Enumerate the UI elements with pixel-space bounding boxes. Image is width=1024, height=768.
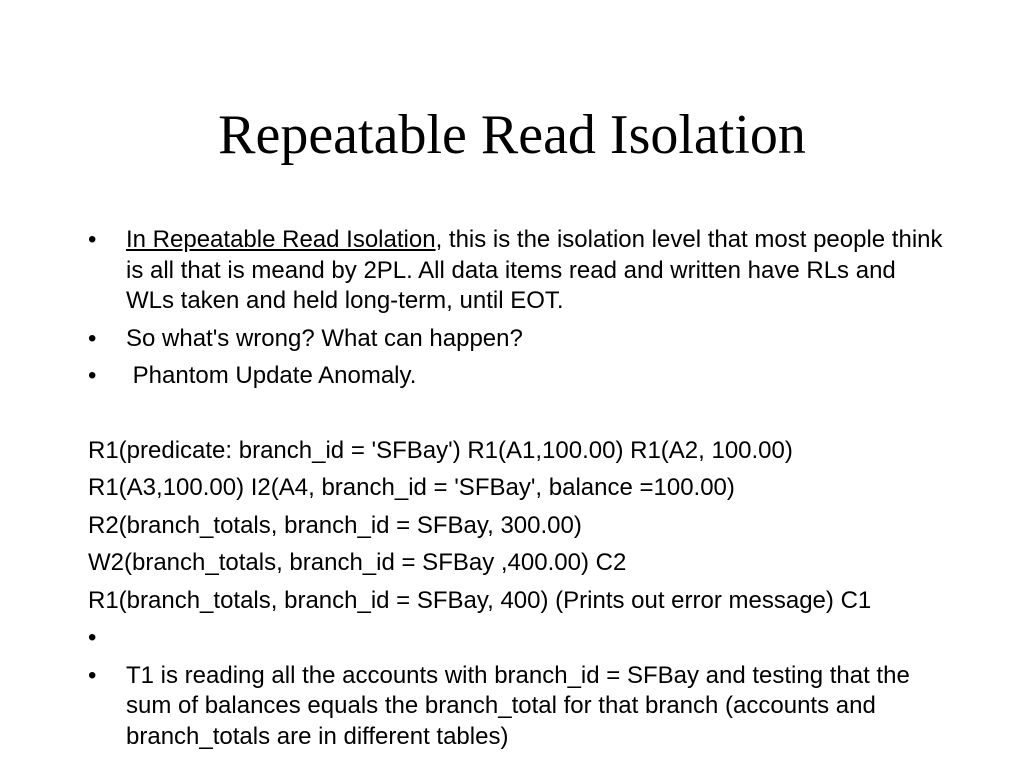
- bullet-text: Phantom Update Anomaly.: [126, 362, 417, 389]
- bullet-item: [88, 324, 948, 355]
- schedule-line: R1(predicate: branch_id = 'SFBay') R1(A1,100.00) R1(A2, 100.00): [88, 436, 793, 464]
- bullet-text: T1 is reading all the accounts with branch_id = SFBay and testing that the sum of balances equals the branch_total for that branch (accounts and branch_totals are in different tables): [126, 661, 910, 750]
- bullet-text: [126, 225, 948, 317]
- bullet-item: [88, 623, 948, 654]
- schedule-line: R1(branch_totals, branch_id = SFBay, 400) (Prints out error message) C1: [88, 586, 872, 614]
- bullet-marker: •: [88, 226, 97, 253]
- bullet-item: [88, 225, 948, 317]
- spacer: [88, 399, 948, 429]
- bullet-marker: •: [88, 324, 97, 352]
- bullet-lead-link-text: In Repeatable Read Isolation: [126, 226, 436, 253]
- bullet-marker: •: [88, 362, 97, 389]
- bullet-text: So what's wrong? What can happen?: [126, 324, 523, 352]
- slide-title: Repeatable Read Isolation: [218, 104, 806, 166]
- schedule-line: W2(branch_totals, branch_id = SFBay ,400.00) C2: [88, 549, 627, 576]
- bullet-text-rest: , this is the isolation level that most people think is all that is meand by 2PL. All data items read and written have RLs and WLs taken and held long-term, until EOT.: [126, 226, 943, 314]
- bullet-text: [126, 623, 948, 654]
- bullet-marker: •: [88, 624, 97, 651]
- bullet-marker: •: [88, 661, 97, 689]
- bullet-item: [88, 661, 948, 753]
- bullet-item: [88, 361, 948, 392]
- schedule-line: R2(branch_totals, branch_id = SFBay, 300.00): [88, 511, 582, 539]
- schedule-line: R1(A3,100.00) I2(A4, branch_id = 'SFBay', balance =100.00): [88, 474, 735, 501]
- slide-body: [88, 225, 948, 759]
